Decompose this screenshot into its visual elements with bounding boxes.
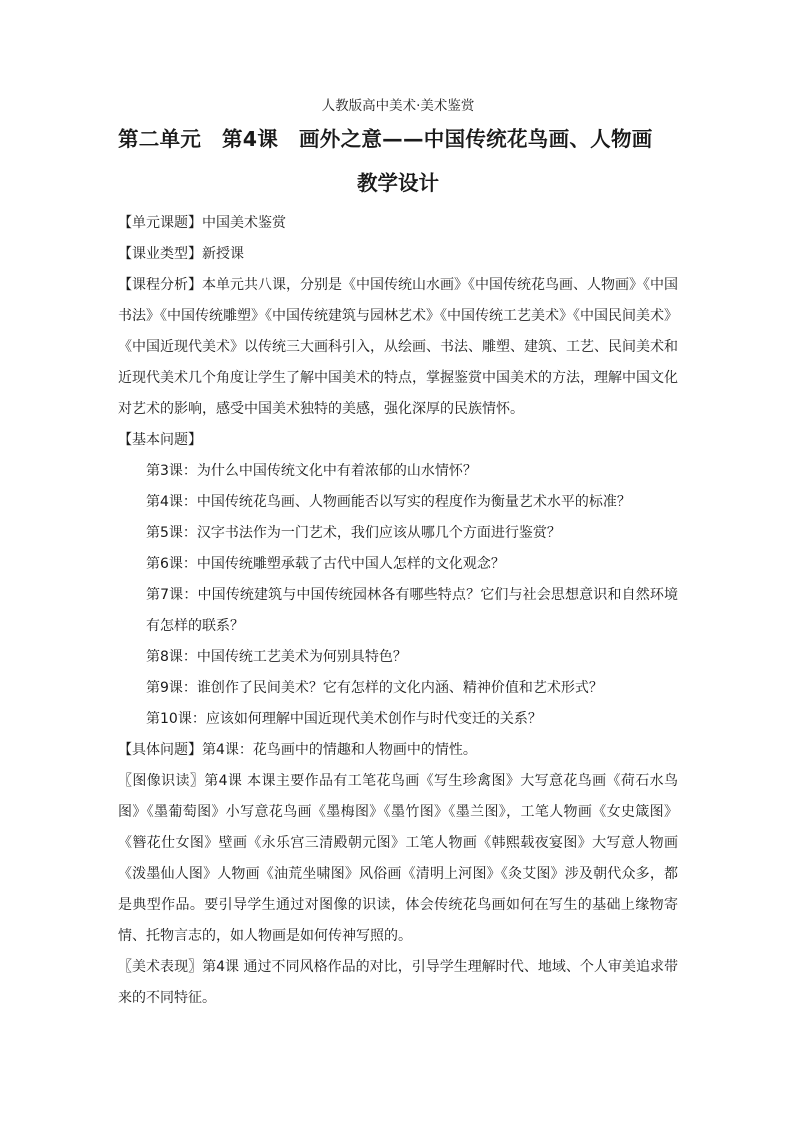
art-expression-section: 〖美术表现〗第4课 通过不同风格作品的对比，引导学生理解时代、地域、个人审美追求带来的不同特征。 [118,959,678,1006]
basic-questions-heading: 【基本问题】 [118,432,202,448]
course-analysis: 【课程分析】本单元共八课，分别是《中国传统山水画》《中国传统花鸟画、人物画》《中国书法》《中国传统雕塑》《中国传统建筑与园林艺术》《中国传统工艺美术》《中国民间美术》《中国近现代美术》以传统三大画科引入，从绘画、书法、雕塑、建筑、工艺、民间美术和近现代美术几个角度让学生了解中国美术的特点，掌握鉴赏中国美术的方法，理解中国文化对艺术的影响，感受中国美术独特的美感，强化深厚的民族情怀。 [118,277,678,417]
basic-question-item: 第9课：谁创作了民间美术？它有怎样的文化内涵、精神价值和艺术形式？ [146,680,603,696]
document-page [118,96,678,1014]
unit-topic: 【单元课题】中国美术鉴赏 [118,215,286,231]
basic-question-item: 第10课：应该如何理解中国近现代美术创作与时代变迁的关系？ [146,711,542,727]
basic-question-item: 第7课：中国传统建筑与中国传统园林各有哪些特点？它们与社会思想意识和自然环境有怎样的联系？ [146,587,678,634]
basic-question-item: 第3课：为什么中国传统文化中有着浓郁的山水情怀？ [146,463,477,479]
basic-question-item: 第6课：中国传统雕塑承载了古代中国人怎样的文化观念？ [146,556,505,572]
lesson-type: 【课业类型】新授课 [118,246,244,262]
page-title: 第二单元 第4课 画外之意——中国传统花鸟画、人物画 [118,127,653,151]
basic-question-item: 第4课：中国传统花鸟画、人物画能否以写实的程度作为衡量艺术水平的标准？ [146,494,631,510]
image-reading-section: 〖图像识读〗第4课 本课主要作品有工笔花鸟画《写生珍禽图》大写意花鸟画《荷石水鸟图》《墨葡萄图》小写意花鸟画《墨梅图》《墨竹图》《墨兰图》，工笔人物画《女史箴图》《簪花仕女图》壁画《永乐宫三清殿朝元图》工笔人物画《韩熙载夜宴图》大写意人物画《泼墨仙人图》人物画《油荒坐啸图》风俗画《清明上河图》《灸艾图》涉及朝代众多，都是典型作品。要引导学生通过对图像的识读，体会传统花鸟画如何在写生的基础上缘物寄情、托物言志的，如人物画是如何传神写照的。 [118,773,678,944]
basic-question-item: 第5课：汉字书法作为一门艺术，我们应该从哪几个方面进行鉴赏？ [146,525,561,541]
series-header: 人教版高中美术·美术鉴赏 [321,98,475,114]
page-subtitle: 教学设计 [357,171,439,195]
specific-question: 【具体问题】第4课：花鸟画中的情趣和人物画中的情性。 [118,742,477,758]
basic-question-item: 第8课：中国传统工艺美术为何别具特色？ [146,649,407,665]
